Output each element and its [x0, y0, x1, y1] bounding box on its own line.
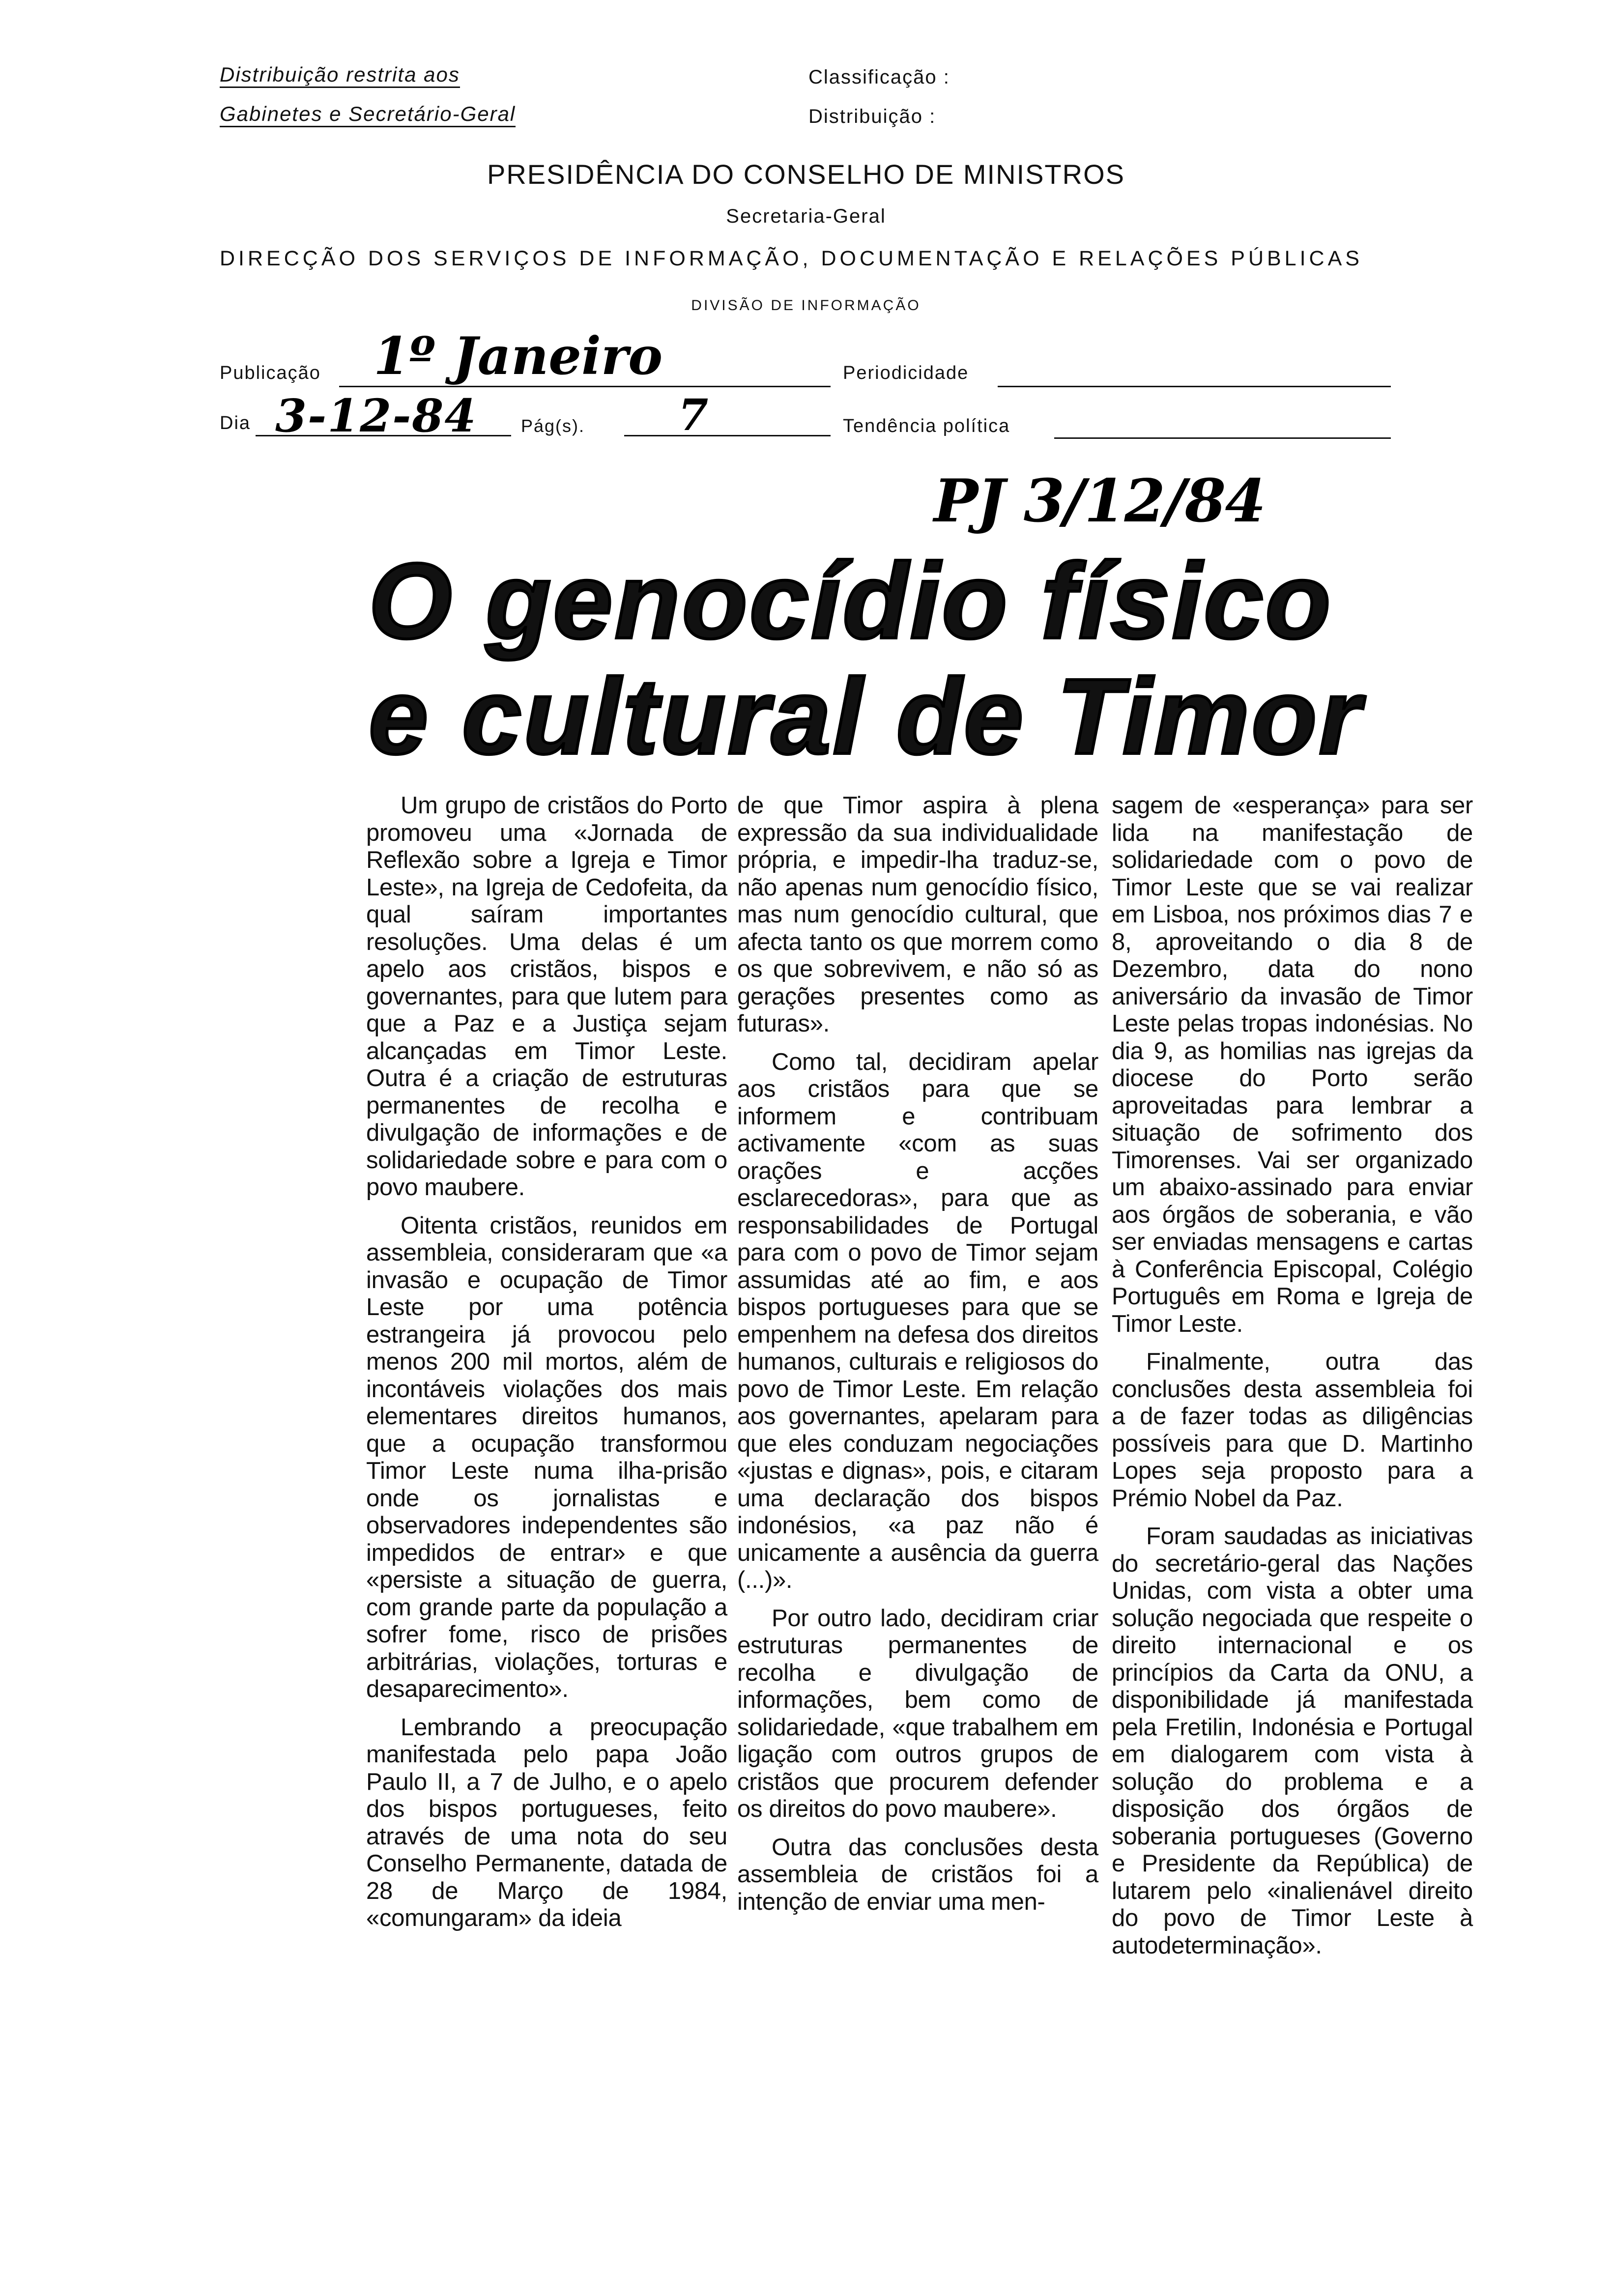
periodicity-label: Periodicidade: [843, 363, 969, 383]
article-paragraph: de que Timor aspira à plena expressão da sua individualidade própria, e impedir-lha traduz-se, não apenas num genocídio físico, mas num genocídio cultural, que afecta tanto os que morrem como os que sobrevivem, e não só as gerações presentes como as futuras».: [737, 792, 1098, 1037]
day-handwritten: 3-12-84: [275, 389, 477, 442]
division-heading: DIVISÃO DE INFORMAÇÃO: [691, 297, 921, 314]
periodicity-line: [998, 386, 1391, 387]
directorate-heading: DIRECÇÃO DOS SERVIÇOS DE INFORMAÇÃO, DOCUMENTAÇÃO E RELAÇÕES PÚBLICAS: [220, 247, 1363, 270]
ministry-heading: PRESIDÊNCIA DO CONSELHO DE MINISTROS: [487, 159, 1125, 190]
day-label: Dia: [220, 413, 251, 433]
article-paragraph: Oitenta cristãos, reunidos em assembleia, consideraram que «a invasão e ocupação de Timor Leste por uma potência estrangeira já provocou pelo menos 200 mil mortos, além de incontáveis violações dos mais elementares direitos humanos, que a ocupação transformou Timor Leste numa ilha-prisão onde os jornalistas e observadores independentes são impedidos de entrar» e que «persiste a situação de guerra, com grande parte da população a sofrer fome, risco de prisões arbitrárias, violações, torturas e desaparecimento».: [366, 1212, 727, 1702]
tendency-label: Tendência política: [843, 416, 1010, 436]
pages-handwritten: 7: [678, 389, 709, 440]
article-column-1: [366, 792, 727, 1943]
headline-line1: O genocídio físico: [369, 542, 1333, 661]
article-column-2: [737, 792, 1098, 1926]
article-column-3: [1112, 792, 1473, 1970]
handwritten-date-stamp: PJ 3/12/84: [934, 466, 1265, 536]
article-paragraph: Por outro lado, decidiram criar estruturas permanentes de recolha e divulgação de informações, bem como de solidariedade, «que trabalhem em ligação com outros grupos de cristãos que procurem defender os direitos do povo maubere».: [737, 1605, 1098, 1822]
restricted-distribution-line2: Gabinetes e Secretário-Geral: [220, 102, 516, 127]
pages-label: Pág(s).: [521, 416, 585, 436]
secretariat-heading: Secretaria-Geral: [726, 205, 886, 227]
pages-line: [624, 435, 831, 436]
article-paragraph: Lembrando a preocupação manifestada pelo papa João Paulo II, a 7 de Julho, e o apelo dos bispos portugueses, feito através de uma nota do seu Conselho Permanente, datada de 28 de Março de 1984, «comungaram» da ideia: [366, 1714, 727, 1931]
classification-label: Classificação :: [808, 66, 950, 88]
article-paragraph: sagem de «esperança» para ser lida na manifestação de solidariedade com o povo de Timor Leste que se vai realizar em Lisboa, nos próximos dias 7 e 8, aproveitando o dia 8 de Dezembro, data do nono aniversário da invasão de Timor Leste pelas tropas indonésias. No dia 9, as homilias nas igrejas da diocese do Porto serão aproveitadas para lembrar a situação de sofrimento dos Timorenses. Vai ser organizado um abaixo-assinado para enviar aos órgãos de soberania, e vão ser enviadas mensagens e cartas à Conferência Episcopal, Colégio Português em Roma e Igreja de Timor Leste.: [1112, 792, 1473, 1337]
article-paragraph: Foram saudadas as iniciativas do secretário-geral das Nações Unidas, com vista a obter uma solução negociada que respeite o direito internacional e os princípios da Carta da ONU, a disponibilidade já manifestada pela Fretilin, Indonésia e Portugal em dialogarem com vista à solução do problema e a disposição dos órgãos de soberania portugueses (Governo e Presidente da República) de lutarem pelo «inalienável direito do povo de Timor Leste à autodeterminação».: [1112, 1523, 1473, 1959]
article-paragraph: Outra das conclusões desta assembleia de cristãos foi a intenção de enviar uma men-: [737, 1834, 1098, 1915]
article-paragraph: Um grupo de cristãos do Porto promoveu uma «Jornada de Reflexão sobre a Igreja e Timor Leste», na Igreja de Cedofeita, da qual saíram importantes resoluções. Uma delas é um apelo aos cristãos, bispos e governantes, para que lutem para que a Paz e a Justiça sejam alcançadas em Timor Leste. Outra é a criação de estruturas permanentes de recolha e divulgação de informações e de solidariedade sobre e para com o povo maubere.: [366, 792, 727, 1201]
headline-line2: e cultural de Timor: [369, 657, 1363, 776]
article-paragraph: Como tal, decidiram apelar aos cristãos para que se informem e contribuam activamente «com as suas orações e acções esclarecedoras», para que as responsabilidades de Portugal para com o povo de Timor sejam assumidas até ao fim, e aos bispos portugueses para que se empenhem na defesa dos direitos humanos, culturais e religiosos do povo de Timor Leste. Em relação aos governantes, apelaram para que eles conduzam negociações «justas e dignas», pois, e citaram uma declaração dos bispos indonésios, «a paz não é unicamente a ausência da guerra (...)».: [737, 1048, 1098, 1593]
tendency-line: [1054, 437, 1391, 439]
article-paragraph: Finalmente, outra das conclusões desta assembleia foi a de fazer todas as diligências possíveis para que D. Martinho Lopes seja proposto para a Prémio Nobel da Paz.: [1112, 1349, 1473, 1512]
restricted-distribution-line1: Distribuição restrita aos: [220, 63, 460, 88]
distribution-label: Distribuição :: [808, 106, 936, 127]
publication-label: Publicação: [220, 363, 321, 383]
publication-handwritten: 1º Janeiro: [374, 325, 663, 386]
